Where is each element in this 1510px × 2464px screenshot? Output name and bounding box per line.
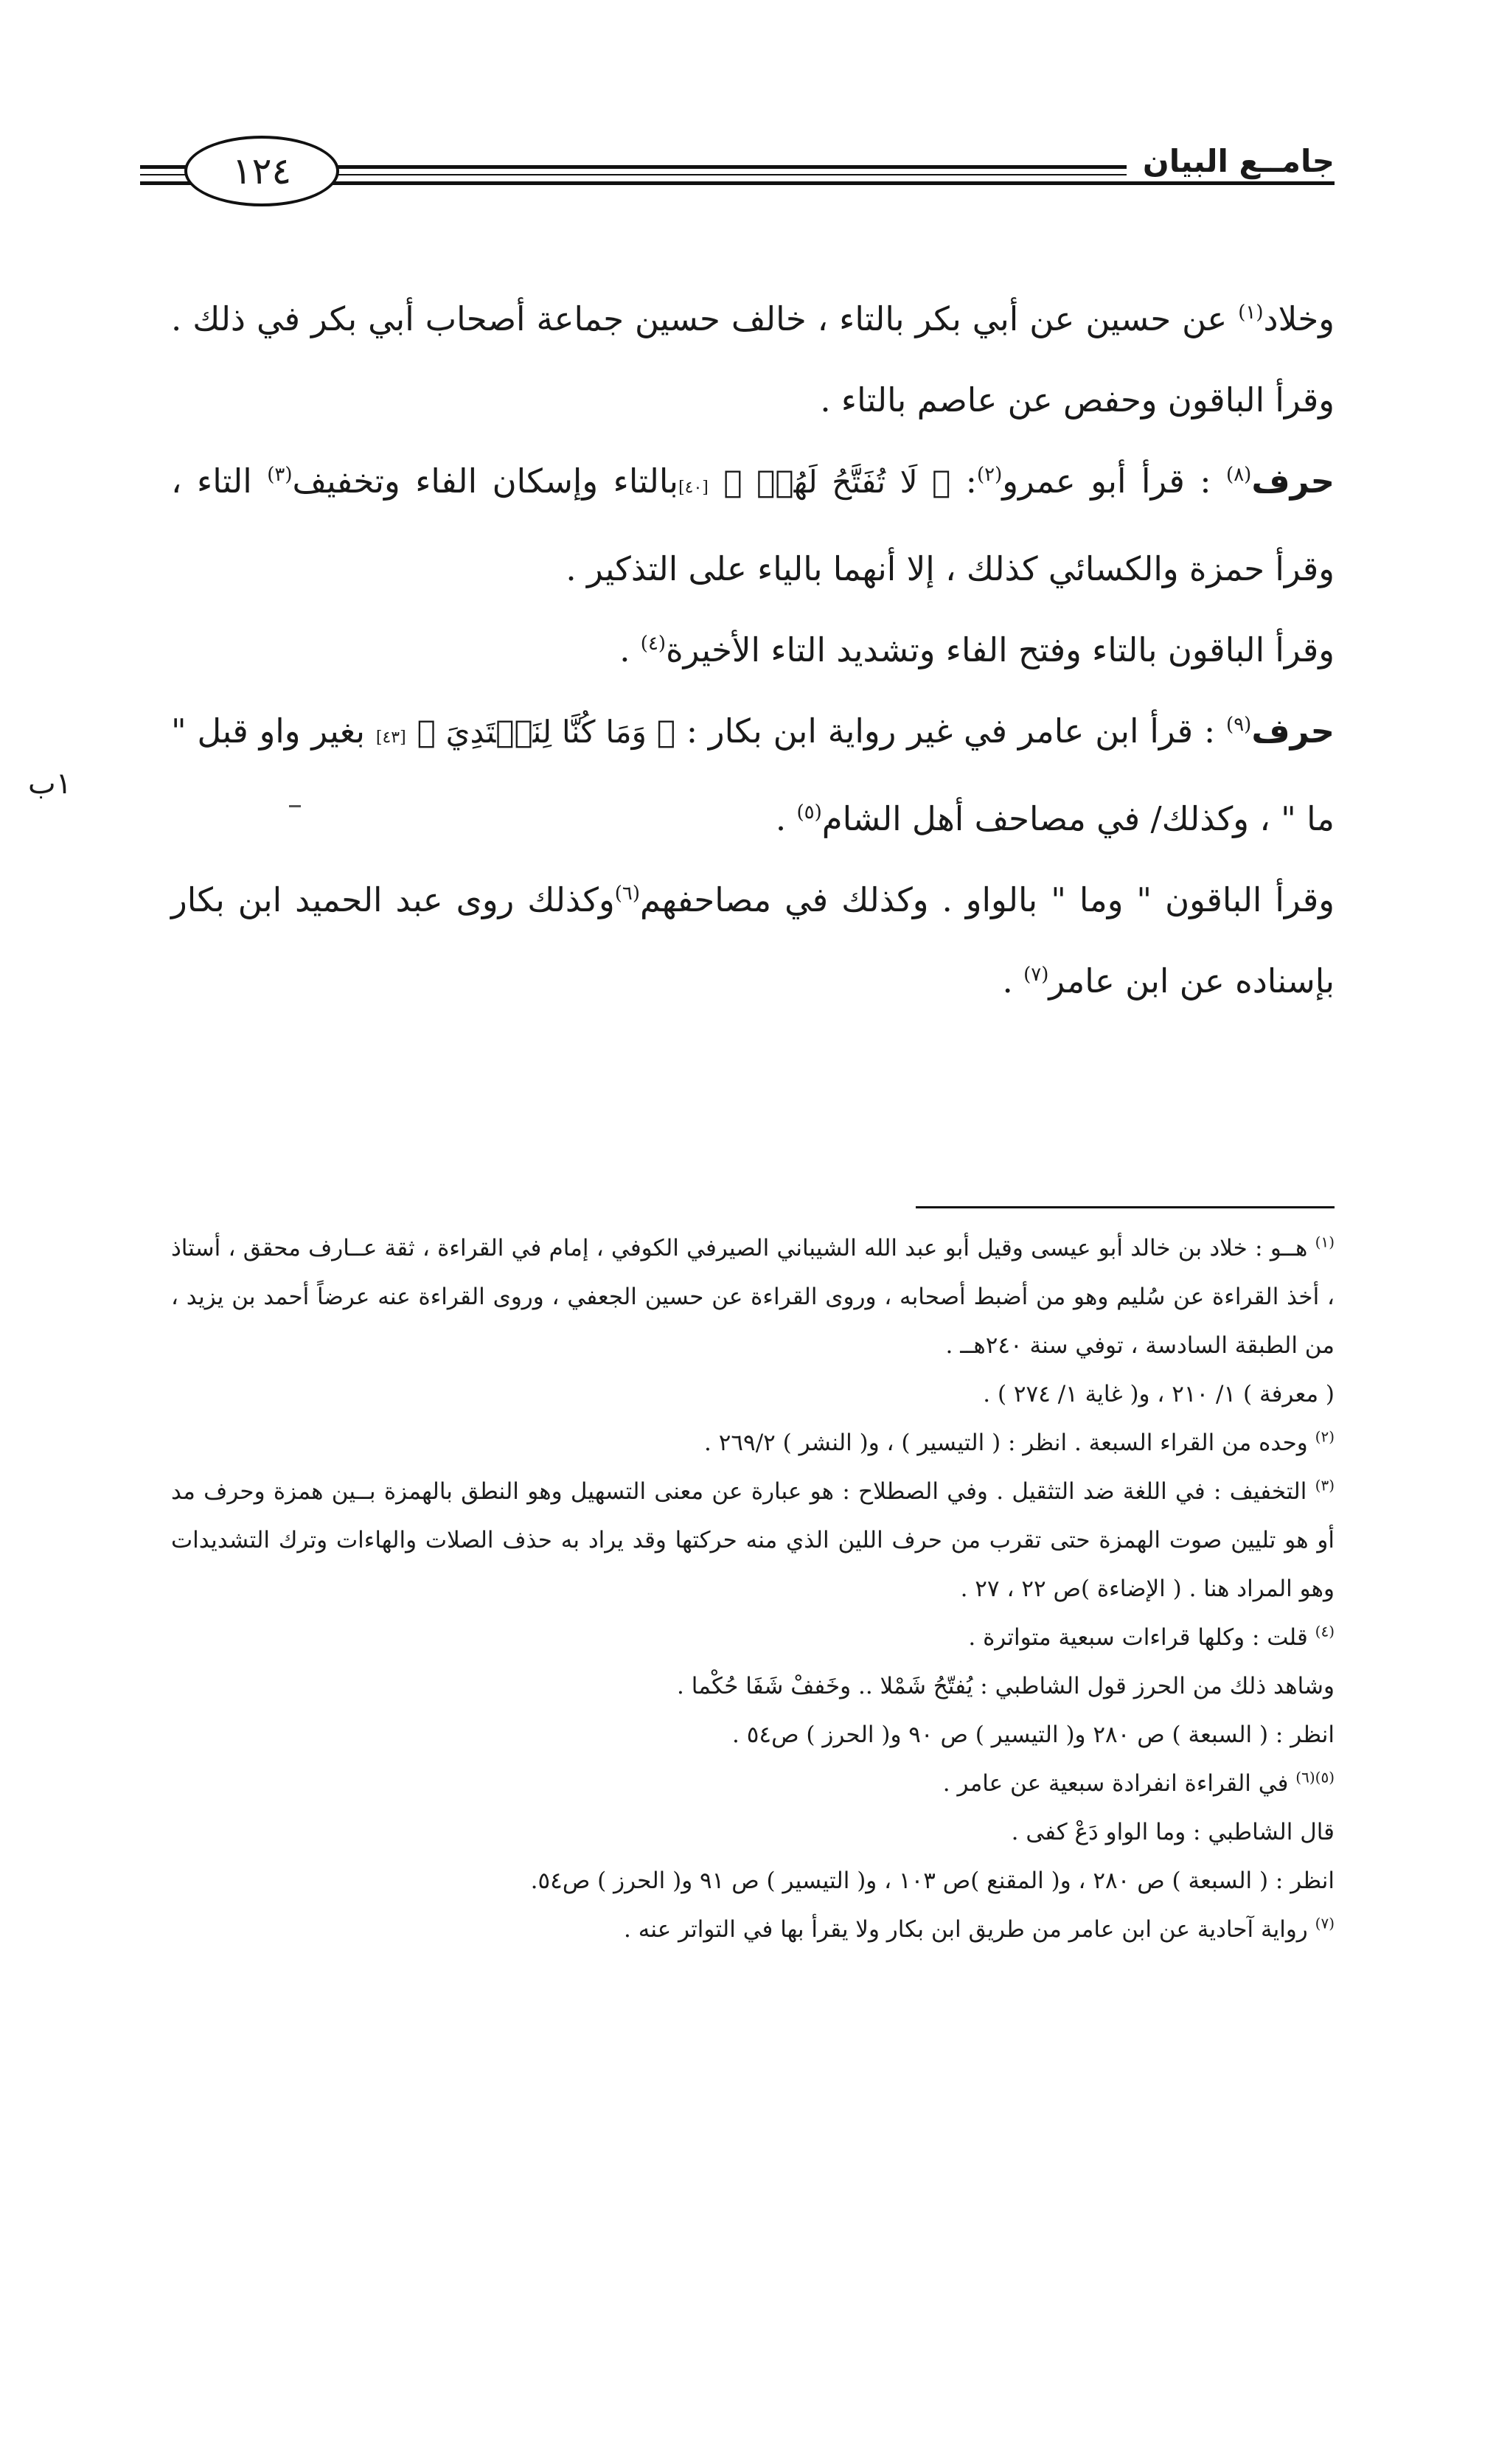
paragraph [171,441,1335,610]
text-run: عن حسين عن أبي بكر بالتاء ، خالف حسين جماعة أصحاب أبي بكر في ذلك . وقرأ الباقون وحفص عن عاصم بالتاء . [171,299,1335,420]
paragraph [171,691,1335,860]
text-run: : [950,462,977,501]
footnote-text: وحده من القراء السبعة . انظر : ( التيسير ) ، و( النشر ) ٢٦٩/٢ . [704,1430,1315,1456]
footnote-mark: (١) [1315,1233,1335,1251]
quran-verse: ﴿ لَا تُفَتَّحُ لَهُمۡ ﴾ [723,464,951,500]
harf-heading: حرف [1251,711,1335,751]
footnotes [171,1224,1335,1954]
footnote-quote: قال الشاطبي : وما الواو دَعْ كفى . [1011,1819,1335,1845]
footnote-mark: (٧) [1315,1914,1335,1932]
footnote [171,1905,1335,1954]
footnote [171,1467,1335,1613]
footnote-ref[interactable]: (٣) [267,464,293,486]
main-text [171,279,1335,1022]
footnote-text: التخفيف : في اللغة ضد التثقيل . وفي الصطلاح : هو عبارة عن معنى التسهيل وهو النطق بالهمزة بــين همزة وحرف مد أو هو تليين صوت الهمزة حتى تقرب من حرف اللين الذي منه حركتها وقد يراد به حذف الصلات والهاءات وترك التشديدات وهو المراد هنا . ( الإضاءة )ص ٢٢ ، ٢٧ . [171,1478,1335,1602]
text-run: التاء ، وقرأ حمزة والكسائي كذلك ، إلا أنهما بالياء على التذكير . [171,462,1335,588]
footnote [171,1224,1335,1370]
page-header [140,133,1335,214]
text-run: بالتاء وإسكان الفاء وتخفيف [292,462,679,501]
footnote-text: قلت : وكلها قراءات سبعية متواترة . [968,1624,1315,1651]
text-run: وقرأ الباقون بالتاء وفتح الفاء وتشديد التاء الأخيرة [666,630,1335,669]
footnote-quote: وشاهد ذلك من الحرز قول الشاطبي : يُفتّحُ شَمْلا .. وخَففْ شَفَا حُكْما . [677,1673,1335,1699]
text-run: وقرأ الباقون " وما " بالواو . وكذلك في مصاحفهم [639,880,1335,919]
manuscript-folio-note: ١ب [28,767,72,801]
paragraph [171,860,1335,1022]
footnote-ref[interactable]: (٢) [976,464,1003,486]
text-run: . [619,630,641,669]
page-number: ١٢٤ [184,136,339,206]
footnote-text: في القراءة انفرادة سبعية عن عامر . [942,1770,1296,1797]
paragraph [171,279,1335,441]
text-run: بغير واو قبل " ما " ، وكذلك/ في مصاحف أهل الشام [171,711,1335,838]
footnote-ref[interactable]: (٥) [796,801,822,824]
text-run: : قرأ ابن عامر في غير رواية ابن بكار : [675,711,1227,751]
footnote [171,1759,1335,1808]
footnote-mark: (٤) [1315,1622,1335,1640]
harf-heading: حرف [1251,462,1335,501]
footnote-separator [916,1206,1335,1208]
text-run: : قرأ أبو عمرو [1002,462,1227,501]
footnote-ref[interactable]: (٧) [1023,964,1049,986]
footnote-ref[interactable]: (٤) [640,633,667,655]
footnote [171,1419,1335,1467]
quran-verse: ﴿ وَمَا كُنَّا لِنَهۡتَدِيَ ﴾ [417,714,676,750]
footnote-source: انظر : ( السبعة ) ص ٢٨٠ و( التيسير ) ص ٩٠ و( الحرز ) ص٥٤ . [732,1722,1335,1748]
running-title: جامــع البيان [1127,143,1335,179]
footnote-text: رواية آحادية عن ابن عامر من طريق ابن بكار ولا يقرأ بها في التواتر عنه . [624,1916,1315,1943]
paragraph [171,610,1335,691]
margin-dash [289,805,301,807]
footnote-ref[interactable]: (٨) [1226,464,1252,486]
footnote-ref[interactable]: (١) [1238,302,1264,324]
ayah-number: [٤٠] [678,478,709,497]
footnote-ref[interactable]: (٦) [614,883,640,905]
ayah-number: [٤٣] [375,728,406,747]
footnote-ref[interactable]: (٩) [1226,714,1252,736]
footnote-mark: (٣) [1315,1476,1335,1494]
footnote-source: ( معرفة ) ١/ ٢١٠ ، و( غاية ١/ ٢٧٤ ) . [983,1381,1335,1407]
footnote-mark: (٥)(٦) [1295,1768,1335,1786]
text-run: . [775,799,797,838]
text-run: وخلاد [1263,299,1335,338]
footnote [171,1613,1335,1662]
footnote-source: انظر : ( السبعة ) ص ٢٨٠ ، و( المقنع )ص ١٠٣ ، و( التيسير ) ص ٩١ و( الحرز ) ص٥٤. [530,1868,1335,1894]
footnote-text: هــو : خلاد بن خالد أبو عيسى وقيل أبو عبد الله الشيباني الصيرفي الكوفي ، إمام في القراءة ، ثقة عــارف محقق ، أستاذ ، أخذ القراءة عن سُليم وهو من أضبط أصحابه ، وروى القراءة عن حسين الجعفي ، وروى القراءة عنه عرضاً أحمد بن يزيد ، من الطبقة السادسة ، توفي سنة ٢٤٠هــ . [171,1235,1335,1359]
text-run: . [1002,961,1024,1000]
text-run: وكذلك روى عبد الحميد ابن بكار بإسناده عن ابن عامر [171,880,1335,1000]
footnote-mark: (٢) [1315,1427,1335,1446]
